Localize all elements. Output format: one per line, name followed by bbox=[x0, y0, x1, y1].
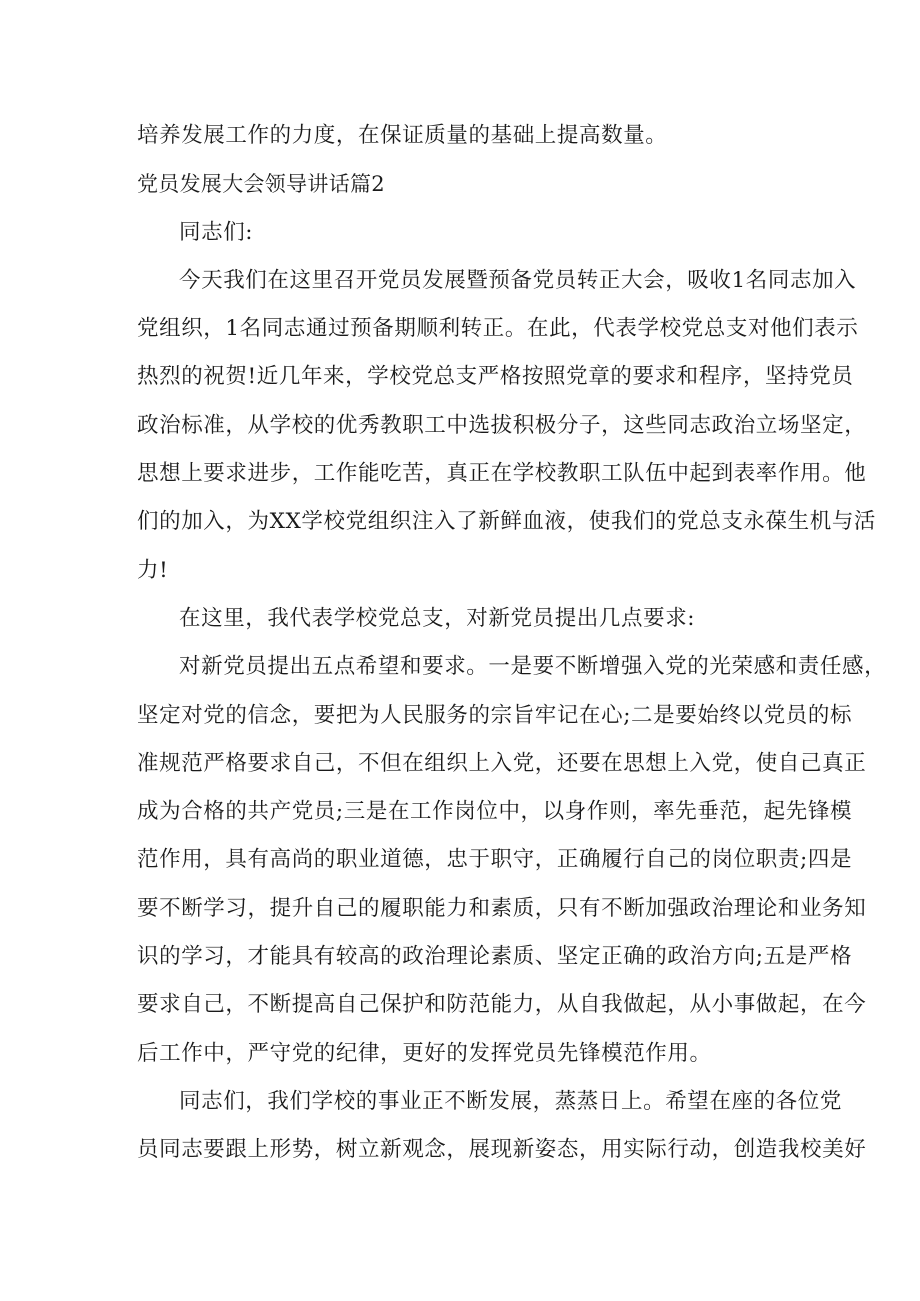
paragraph-line: 坚定对党的信念，要把为人民服务的宗旨牢记在心;二是要始终以党员的标 bbox=[137, 702, 853, 728]
paragraph-line: 今天我们在这里召开党员发展暨预备党员转正大会，吸收1名同志加入 bbox=[179, 267, 857, 293]
paragraph-line: 识的学习，才能具有较高的政治理论素质、坚定正确的政治方向;五是严格 bbox=[137, 944, 853, 970]
salutation: 同志们: bbox=[179, 219, 254, 245]
paragraph-line: 力! bbox=[137, 557, 169, 583]
document-page bbox=[137, 112, 887, 1175]
paragraph-line: 成为合格的共产党员;三是在工作岗位中，以身作则，率先垂范，起先锋模 bbox=[137, 799, 853, 825]
paragraph-line: 范作用，具有高尚的职业道德，忠于职守，正确履行自己的岗位职责;四是 bbox=[137, 847, 853, 873]
paragraph-line: 员同志要跟上形势，树立新观念，展现新姿态，用实际行动，创造我校美好 bbox=[137, 1137, 867, 1163]
paragraph-line: 热烈的祝贺!近几年来，学校党总支严格按照党章的要求和程序，坚持党员 bbox=[137, 364, 854, 390]
paragraph-line: 政治标准，从学校的优秀教职工中选拔积极分子，这些同志政治立场坚定， bbox=[137, 412, 867, 438]
paragraph-line: 们的加入，为XX学校党组织注入了新鲜血液，使我们的党总支永葆生机与活 bbox=[137, 509, 877, 535]
paragraph-line: 培养发展工作的力度，在保证质量的基础上提高数量。 bbox=[137, 123, 668, 148]
paragraph-line: 党组织，1名同志通过预备期顺利转正。在此，代表学校党总支对他们表示 bbox=[137, 316, 859, 342]
paragraph-line: 思想上要求进步，工作能吃苦，真正在学校教职工队伍中起到表率作用。他 bbox=[137, 461, 867, 487]
paragraph-line: 在这里，我代表学校党总支，对新党员提出几点要求: bbox=[179, 605, 696, 631]
paragraph-line: 准规范严格要求自己，不但在组织上入党，还要在思想上入党，使自己真正 bbox=[137, 750, 867, 776]
paragraph-line: 后工作中，严守党的纪律，更好的发挥党员先锋模范作用。 bbox=[137, 1040, 712, 1066]
paragraph-line: 要不断学习，提升自己的履职能力和素质，只有不断加强政治理论和业务知 bbox=[137, 895, 867, 921]
paragraph-line: 要求自己，不断提高自己保护和防范能力，从自我做起，从小事做起，在今 bbox=[137, 992, 867, 1018]
section-heading: 党员发展大会领导讲话篇2 bbox=[137, 172, 385, 197]
paragraph-line: 同志们，我们学校的事业正不断发展，蒸蒸日上。希望在座的各位党 bbox=[179, 1088, 843, 1114]
paragraph-line: 对新党员提出五点希望和要求。一是要不断增强入党的光荣感和责任感， bbox=[179, 654, 887, 680]
